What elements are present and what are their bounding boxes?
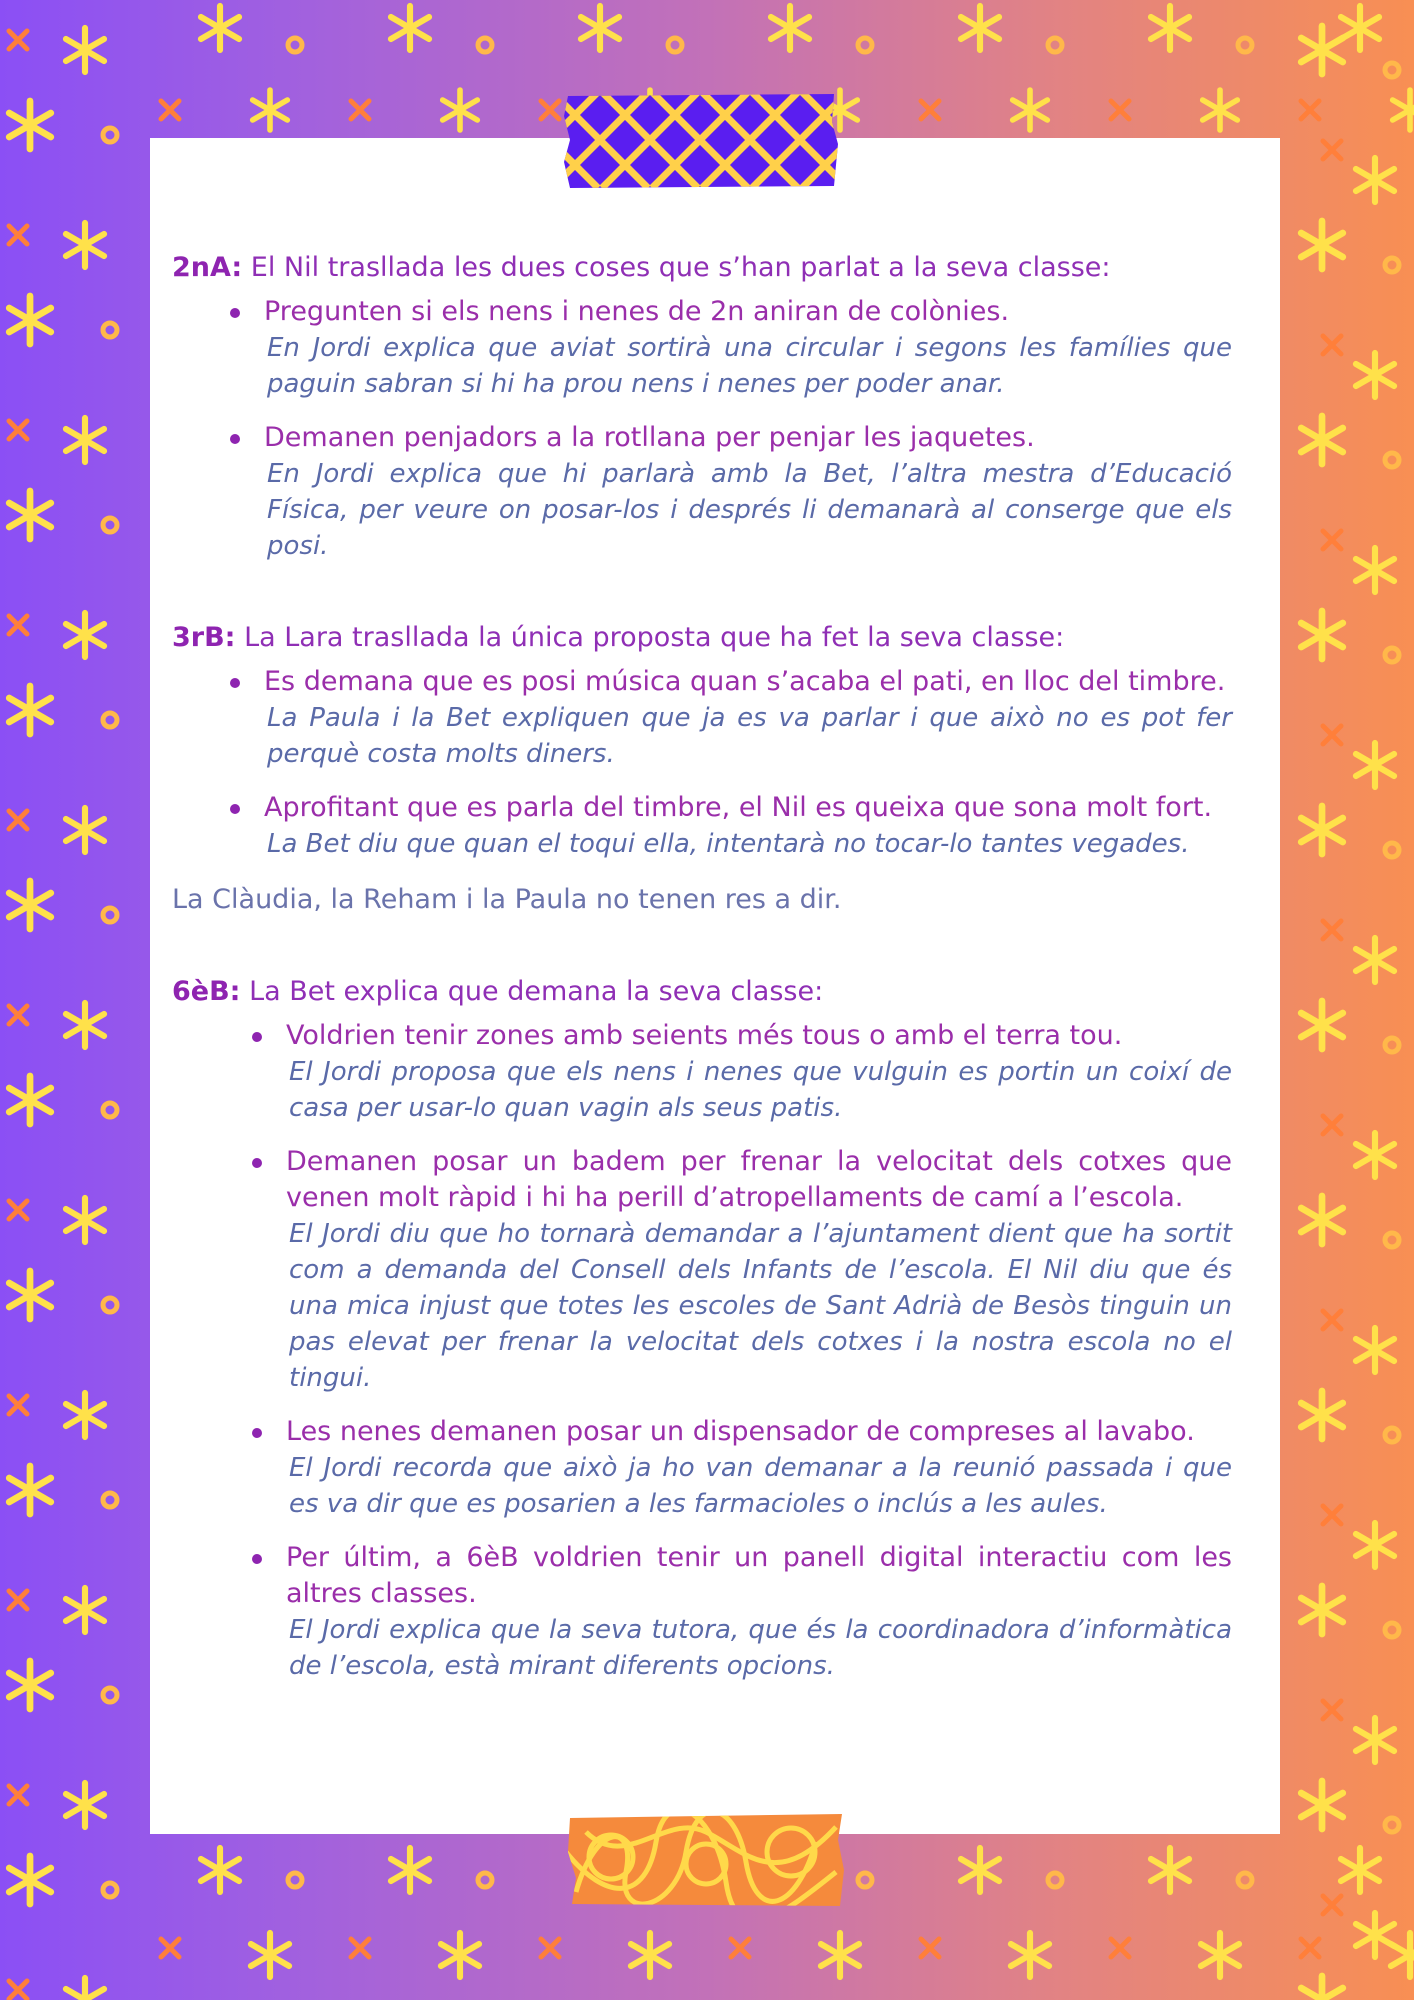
section-intro: La Bet explica que demana la seva classe: [240,976,824,1007]
ring-icon [288,38,302,52]
section-intro: El Nil trasllada les dues coses que s’han parlat a la seva classe: [242,252,1111,283]
proposal-text: Per últim, a 6èB voldrien tenir un panell digital interactiu com les altres classes. [286,1542,1232,1609]
ring-icon [103,1103,117,1117]
cross-icon [1323,1311,1341,1329]
response-text: El Jordi diu que ho tornarà demandar a l’ajuntament dient que ha sortit com a demanda del Consell dels Infants de l’escola. El Nil diu que és una mica injust que totes les escoles de Sant Adrià de Besòs tinguin un pas elevat per frenar la velocitat dels cotxes i la nostra escola no el tingui. [289,1219,1232,1393]
star-icon [201,6,239,50]
star-icon [201,1848,239,1892]
cross-icon [1323,1116,1341,1134]
star-icon [1356,1913,1394,1957]
star-icon [1356,353,1394,397]
list-item [172,790,1252,862]
class-code: 3rB: [172,622,236,653]
ring-icon [103,1493,117,1507]
ring-icon [103,1883,117,1897]
cross-icon [351,1939,369,1957]
ring-icon [858,38,872,52]
ring-icon [1385,1428,1399,1442]
response-text: La Bet diu que quan el toqui ella, intentarà no tocar-lo tantes vegades. [267,829,1190,859]
star-icon [1301,221,1343,269]
bullet-icon [230,804,240,814]
star-icon [961,1848,999,1892]
star-icon [9,686,51,734]
cross-icon [9,1591,27,1609]
star-icon [1356,1328,1394,1372]
star-icon [9,1856,51,1904]
section-title [172,974,1252,1010]
cross-icon [1323,336,1341,354]
star-icon [9,101,51,149]
cross-icon [9,226,27,244]
star-icon [66,613,104,657]
cross-icon [351,101,369,119]
ring-icon [1385,453,1399,467]
star-icon [1341,1848,1379,1892]
ring-icon [1048,38,1062,52]
proposal-list [172,664,1252,862]
cross-icon [1323,1701,1341,1719]
cross-icon [161,101,179,119]
ring-icon [1385,258,1399,272]
star-icon [1301,806,1343,854]
star-icon [441,1933,479,1977]
bullet-icon [230,678,240,688]
star-icon [9,296,51,344]
washi-tape-bottom [566,1812,846,1908]
ring-icon [858,1873,872,1887]
star-icon [1151,1848,1189,1892]
star-icon [1301,26,1343,74]
cross-icon [1323,1896,1341,1914]
cross-icon [1323,921,1341,939]
proposal-text: Les nenes demanen posar un dispensador de compreses al lavabo. [286,1416,1195,1447]
cross-icon [9,1201,27,1219]
ring-icon [668,38,682,52]
star-icon [66,808,104,852]
star-icon [9,1076,51,1124]
class-code: 2nA: [172,252,243,283]
star-icon [1301,1976,1343,2000]
proposal-text: Voldrien tenir zones amb seients més tous o amb el terra tou. [286,1020,1123,1051]
ring-icon [1385,63,1399,77]
star-icon [581,6,619,50]
ring-icon [478,38,492,52]
section-2na [172,250,1252,564]
star-icon [1011,1933,1049,1977]
proposal-text: Pregunten si els nens i nenes de 2n aniran de colònies. [264,296,1010,327]
star-icon [66,1003,104,1047]
ring-icon [1385,1623,1399,1637]
star-icon [1356,743,1394,787]
star-icon [251,1933,289,1977]
ring-icon [103,128,117,142]
star-icon [66,28,104,72]
star-icon [1203,90,1238,130]
bullet-icon [252,1554,262,1564]
ring-icon [103,323,117,337]
section-6eb [172,974,1252,1684]
list-item [172,420,1252,564]
cross-icon [9,616,27,634]
section-intro: La Lara trasllada la única proposta que ha fet la seva classe: [235,622,1065,653]
list-item [172,1414,1252,1522]
ring-icon [103,1688,117,1702]
star-icon [1301,1196,1343,1244]
star-icon [1301,1781,1343,1829]
ring-icon [1385,843,1399,857]
star-icon [961,6,999,50]
list-item [172,1540,1252,1684]
star-icon [9,491,51,539]
proposal-list [172,294,1252,564]
bullet-icon [252,1158,262,1168]
ring-icon [1385,1038,1399,1052]
cross-icon [9,31,27,49]
star-icon [1201,1933,1239,1977]
ring-icon [478,1873,492,1887]
star-icon [821,1933,859,1977]
star-icon [1301,611,1343,659]
cross-icon [9,811,27,829]
star-icon [1391,1933,1414,1977]
cross-icon [1111,101,1129,119]
cross-icon [1111,1939,1129,1957]
response-text: En Jordi explica que aviat sortirà una circular i segons les famílies que paguin sabran si hi ha prou nens i nenes per poder anar. [267,333,1232,399]
star-icon [631,1933,669,1977]
star-icon [9,1466,51,1514]
cross-icon [1323,141,1341,159]
cross-icon [9,1981,27,1999]
section-title [172,620,1252,656]
star-icon [66,1783,104,1827]
star-icon [1151,6,1189,50]
ring-icon [1048,1873,1062,1887]
cross-icon [921,1939,939,1957]
star-icon [1356,1523,1394,1567]
star-icon [1341,6,1379,50]
ring-icon [1385,1233,1399,1247]
star-icon [253,90,288,130]
ring-icon [1385,1818,1399,1832]
cross-icon [9,1396,27,1414]
star-icon [66,1978,104,2000]
response-text: El Jordi proposa que els nens i nenes que vulguin es portin un coixí de casa per usar-lo quan vagin als seus patis. [289,1057,1232,1123]
star-icon [1356,938,1394,982]
star-icon [66,1393,104,1437]
list-item [172,1144,1252,1396]
bullet-icon [252,1032,262,1042]
star-icon [1393,90,1414,130]
ring-icon [1385,648,1399,662]
star-icon [66,223,104,267]
star-icon [391,6,429,50]
star-icon [443,90,478,130]
star-icon [9,1271,51,1319]
ring-icon [103,908,117,922]
star-icon [66,418,104,462]
cross-icon [731,1939,749,1957]
proposal-list [172,1018,1252,1684]
proposal-text: Demanen posar un badem per frenar la velocitat dels cotxes que venen molt ràpid i hi ha perill d’atropellaments de camí a l’escola. [286,1146,1232,1213]
cross-icon [541,101,559,119]
star-icon [1301,1586,1343,1634]
proposal-text: Aprofitant que es parla del timbre, el Nil es queixa que sona molt fort. [264,792,1213,823]
cross-icon [541,1939,559,1957]
star-icon [9,1661,51,1709]
list-item [172,1018,1252,1126]
cross-icon [9,421,27,439]
star-icon [66,1588,104,1632]
star-icon [771,6,809,50]
star-icon [9,881,51,929]
list-item [172,664,1252,772]
star-icon [1013,90,1048,130]
ring-icon [1238,38,1252,52]
bullet-icon [230,308,240,318]
cross-icon [1323,1506,1341,1524]
response-text: El Jordi explica que la seva tutora, que és la coordinadora d’informàtica de l’escola, està mirant diferents opcions. [289,1615,1232,1681]
bullet-icon [252,1428,262,1438]
cross-icon [1301,1939,1319,1957]
star-icon [1301,416,1343,464]
star-icon [1356,1133,1394,1177]
washi-tape-top [562,92,840,188]
cross-icon [9,1786,27,1804]
response-text: La Paula i la Bet expliquen que ja es va parlar i que això no es pot fer perquè costa molts diners. [267,703,1232,769]
star-icon [1301,1001,1343,1049]
ring-icon [288,1873,302,1887]
star-icon [1356,548,1394,592]
cross-icon [1301,101,1319,119]
star-icon [1356,158,1394,202]
cross-icon [1323,531,1341,549]
star-icon [66,1198,104,1242]
proposal-text: Es demana que es posi música quan s’acaba el pati, en lloc del timbre. [264,666,1226,697]
minutes-content [172,250,1252,1740]
ring-icon [103,1298,117,1312]
response-text: El Jordi recorda que això ja ho van demanar a la reunió passada i que es va dir que es posarien a les farmacioles o inclús a les aules. [289,1453,1232,1519]
response-text: En Jordi explica que hi parlarà amb la Bet, l’altra mestra d’Educació Física, per veure on posar-los i després li demanarà al conserge que els posi. [267,459,1232,561]
class-code: 6èB: [172,976,241,1007]
ring-icon [1238,1873,1252,1887]
ring-icon [103,713,117,727]
cross-icon [921,101,939,119]
section-3rb [172,620,1252,862]
cross-icon [161,1939,179,1957]
list-item [172,294,1252,402]
ring-icon [103,518,117,532]
proposal-text: Demanen penjadors a la rotllana per penjar les jaquetes. [264,422,1035,453]
star-icon [1356,1718,1394,1762]
star-icon [391,1848,429,1892]
note-text: La Clàudia, la Reham i la Paula no tenen res a dir. [172,884,842,915]
section-title [172,250,1252,286]
star-icon [1301,1391,1343,1439]
bullet-icon [230,434,240,444]
cross-icon [1323,726,1341,744]
cross-icon [9,1006,27,1024]
